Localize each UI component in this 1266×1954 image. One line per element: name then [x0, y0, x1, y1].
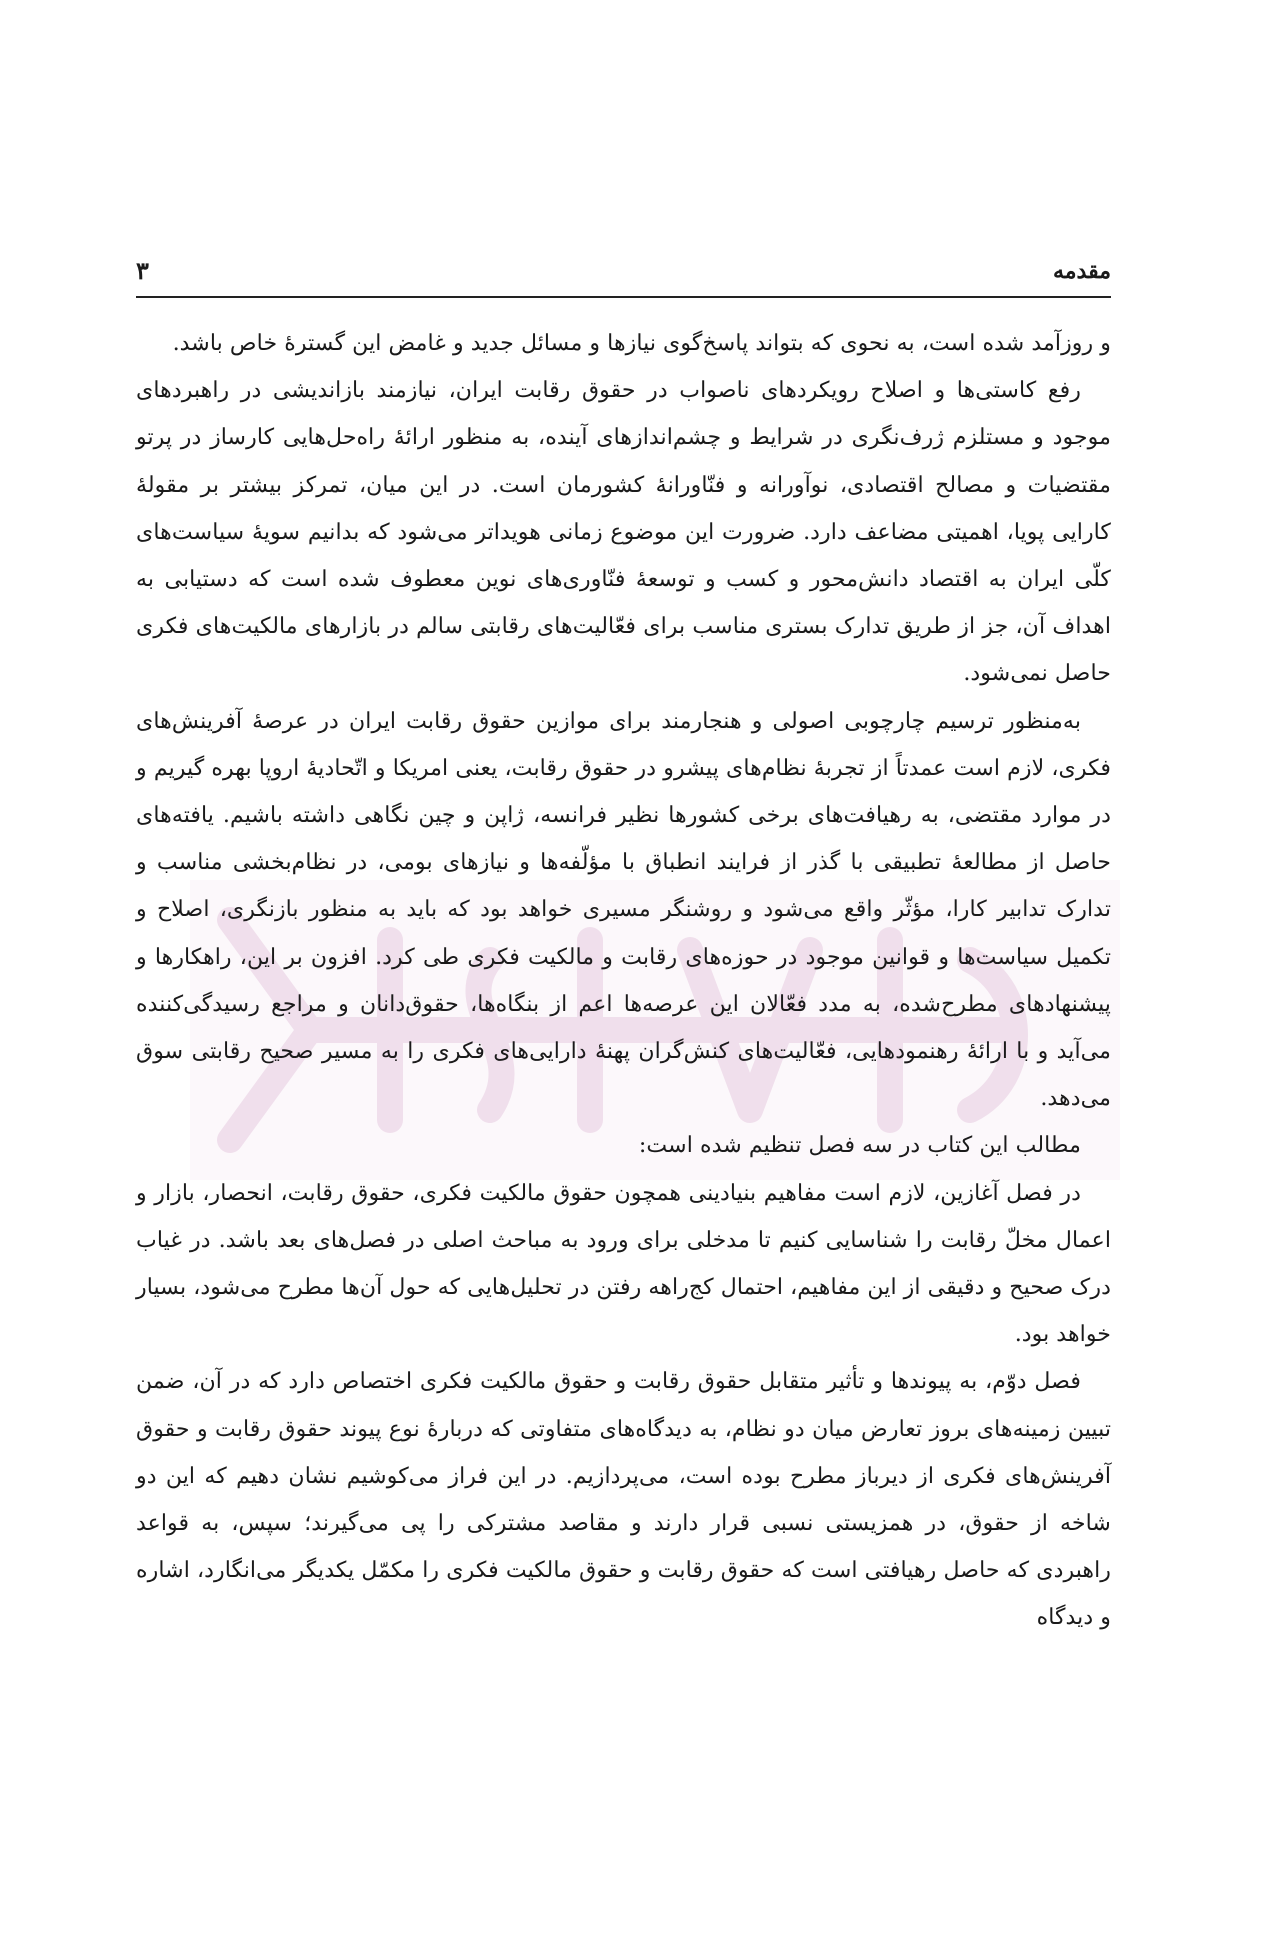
body-text — [136, 320, 1111, 1642]
paragraph: مطالب این کتاب در سه فصل تنظیم شده است: — [638, 1132, 1081, 1159]
paragraph: فصل دوّم، به پیوندها و تأثیر متقابل حقوق رقابت و حقوق مالکیت فکری اختصاص دارد که در آن، ضمن تبیین زمینه‌های بروز تعارض میان دو نظام، به دیدگاه‌های متفاوتی که دربارۀ نوع پیوند حقوق رقابت و حقوق آفرینش‌های فکری از دیرباز مطرح بوده است، می‌پردازیم. در این فراز می‌کوشیم نشان دهیم که این دو شاخه از حقوق، در همزیستی نسبی قرار دارند و مقاصد مشترکی را پی می‌گیرند؛ سپس، به قواعد راهبردی که حاصل رهیافتی است که حقوق رقابت و حقوق مالکیت فکری را مکمّل یکدیگر می‌انگارد، اشاره و دیدگاه — [136, 1368, 1111, 1631]
paragraph: به‌منظور ترسیم چارچوبی اصولی و هنجارمند برای موازین حقوق رقابت ایران در عرصۀ آفرینش‌های فکری، لازم است عمدتاً از تجربۀ نظام‌های پیشرو در حقوق رقابت، یعنی امریکا و اتّحادیۀ اروپا بهره گیریم و در موارد مقتضی، به رهیافت‌های برخی کشورها نظیر فرانسه، ژاپن و چین نگاهی داشته باشیم. یافته‌های حاصل از مطالعۀ تطبیقی با گذر از فرایند انطباق با مؤلّفه‌ها و نیازهای بومی، در نظام‌بخشی مناسب و تدارک تدابیر کارا، مؤثّر واقع می‌شود و روشنگر مسیری خواهد بود که باید به منظور بازنگری، اصلاح و تکمیل سیاست‌ها و قوانین موجود در حوزه‌های رقابت و مالکیت فکری طی کرد. افزون بر این، راهکارها و پیشنهادهای مطرح‌شده، به مدد فعّالان این عرصه‌ها اعم از بنگاه‌ها، حقوق‌دانان و مراجع رسیدگی‌کننده می‌آید و با ارائۀ رهنمودهایی، فعّالیت‌های کنش‌گران پهنۀ دارایی‌های فکری را به مسیر صحیح رقابتی سوق می‌دهد. — [136, 707, 1111, 1112]
paragraph: و روزآمد شده است، به نحوی که بتواند پاسخ‌گوی نیازها و مسائل جدید و غامض این گسترۀ خاص باشد. — [172, 330, 1111, 356]
running-header — [136, 252, 1111, 298]
paragraph: رفع کاستی‌ها و اصلاح رویکردهای ناصواب در حقوق رقابت ایران، نیازمند بازاندیشی در راهبردهای موجود و مستلزم ژرف‌نگری در شرایط و چشم‌اندازهای آینده، به منظور ارائۀ راه‌حل‌هایی کارساز در پرتو مقتضیات و مصالح اقتصادی، نوآورانه و فنّاورانۀ کشورمان است. در این میان، تمرکز بیشتر بر مقولۀ کارایی پویا، اهمیتی مضاعف دارد. ضرورت این موضوع زمانی هویداتر می‌شود که بدانیم سویۀ سیاست‌های کلّی ایران به اقتصاد دانش‌محور و کسب و توسعۀ فنّاوری‌های نوین معطوف شده است که دستیابی به اهداف آن، جز از طریق تدارک بستری مناسب برای فعّالیت‌های رقابتی سالم در بازارهای مالکیت‌های فکری حاصل نمی‌شود. — [136, 377, 1111, 687]
chapter-title: مقدمه — [1052, 258, 1111, 284]
page-number: ۳ — [136, 256, 149, 285]
paragraph: در فصل آغازین، لازم است مفاهیم بنیادینی همچون حقوق مالکیت فکری، حقوق رقابت، انحصار، بازار و اعمال مخلّ رقابت را شناسایی کنیم تا مدخلی برای ورود به مباحث اصلی در فصل‌های بعد باشد. در غیاب درک صحیح و دقیقی از این مفاهیم، احتمال کج‌راهه رفتن در تحلیل‌هایی که حول آن‌ها مطرح می‌شود، بسیار خواهد بود. — [136, 1179, 1111, 1348]
